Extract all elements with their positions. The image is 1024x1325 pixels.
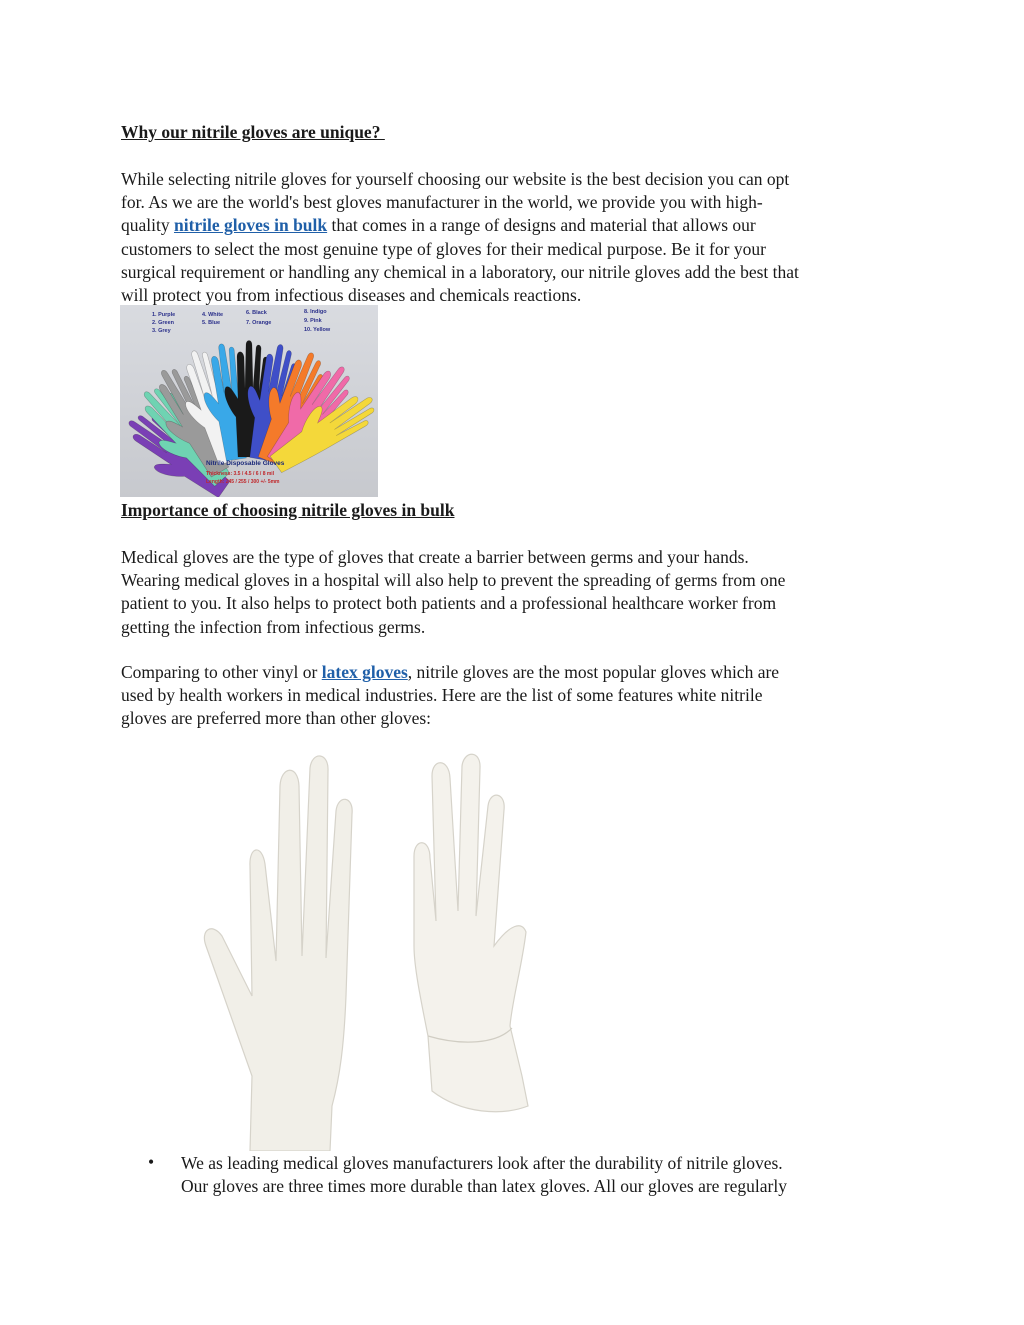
- text-line: used by health workers in medical industries. Here are the list of some features white nitrile: [121, 685, 763, 706]
- legend-blue: 5. Blue: [202, 320, 221, 326]
- paragraph-medical-gloves: [121, 546, 911, 639]
- text-line: [121, 214, 911, 237]
- legend-orange: 7. Orange: [246, 320, 272, 326]
- legend-pink: 9. Pink: [304, 318, 322, 324]
- legend-green: 2. Green: [152, 320, 175, 326]
- text-span: that comes in a range of designs and material that allows our: [327, 215, 756, 236]
- legend-black: 6. Black: [246, 310, 267, 316]
- caption-title: Nitrile Disposable Gloves: [206, 460, 285, 467]
- text-line: for. As we are the world's best gloves manufacturer in the world, we provide you with high-: [121, 192, 763, 213]
- text-line: gloves are preferred more than other gloves:: [121, 708, 432, 729]
- text-line: Medical gloves are the type of gloves that create a barrier between germs and your hands.: [121, 547, 749, 567]
- section-heading-importance: Importance of choosing nitrile gloves in bulk: [121, 500, 455, 520]
- text-line: will protect you from infectious diseases and chemicals reactions.: [121, 285, 582, 306]
- paragraph-intro: [121, 168, 911, 307]
- legend-indigo: 8. Indigo: [304, 309, 327, 315]
- text-line: Wearing medical gloves in a hospital will also help to prevent the spreading of germs from one: [121, 570, 786, 591]
- section-heading-unique: Why our nitrile gloves are unique?: [121, 122, 385, 142]
- text-line: While selecting nitrile gloves for yourself choosing our website is the best decision you can opt: [121, 169, 790, 189]
- colored-gloves-image: [120, 305, 378, 497]
- latex-gloves-link[interactable]: latex gloves: [321, 662, 408, 682]
- white-gloves-illustration: [192, 746, 540, 1151]
- text-line: getting the infection from infectious germs.: [121, 616, 426, 637]
- bullet-item-durability: [181, 1152, 911, 1198]
- text-line: customers to select the most genuine type of gloves for their medical purpose. Be it for your: [121, 238, 766, 259]
- caption-length: Length: 245 / 255 / 300 +/- 5mm: [206, 479, 280, 485]
- caption-thickness: Thickness: 3.5 / 4.5 / 6 / 8 mil: [206, 471, 275, 477]
- text-line: surgical requirement or handling any chemical in a laboratory, our nitrile gloves add the best that: [121, 261, 799, 282]
- text-line: patient to you. It also helps to protect both patients and a professional healthcare worker from: [121, 593, 777, 614]
- white-gloves-image: [192, 746, 540, 1151]
- legend-grey: 3. Grey: [152, 328, 171, 334]
- legend-white: 4. White: [202, 312, 224, 318]
- legend-yellow: 10. Yellow: [304, 327, 331, 333]
- text-span: Comparing to other vinyl or: [121, 662, 322, 682]
- bullet-marker: •: [148, 1152, 155, 1172]
- colored-gloves-illustration: [120, 305, 378, 497]
- text-span: quality: [121, 215, 174, 236]
- text-line: Our gloves are three times more durable than latex gloves. All our gloves are regularly: [181, 1176, 787, 1197]
- legend-purple: 1. Purple: [152, 312, 176, 318]
- paragraph-comparing: [121, 661, 911, 731]
- text-line: [121, 661, 911, 684]
- text-span: , nitrile gloves are the most popular gloves which are: [407, 662, 780, 682]
- nitrile-gloves-in-bulk-link[interactable]: nitrile gloves in bulk: [173, 215, 328, 236]
- text-line: We as leading medical gloves manufacturers look after the durability of nitrile gloves.: [181, 1153, 783, 1173]
